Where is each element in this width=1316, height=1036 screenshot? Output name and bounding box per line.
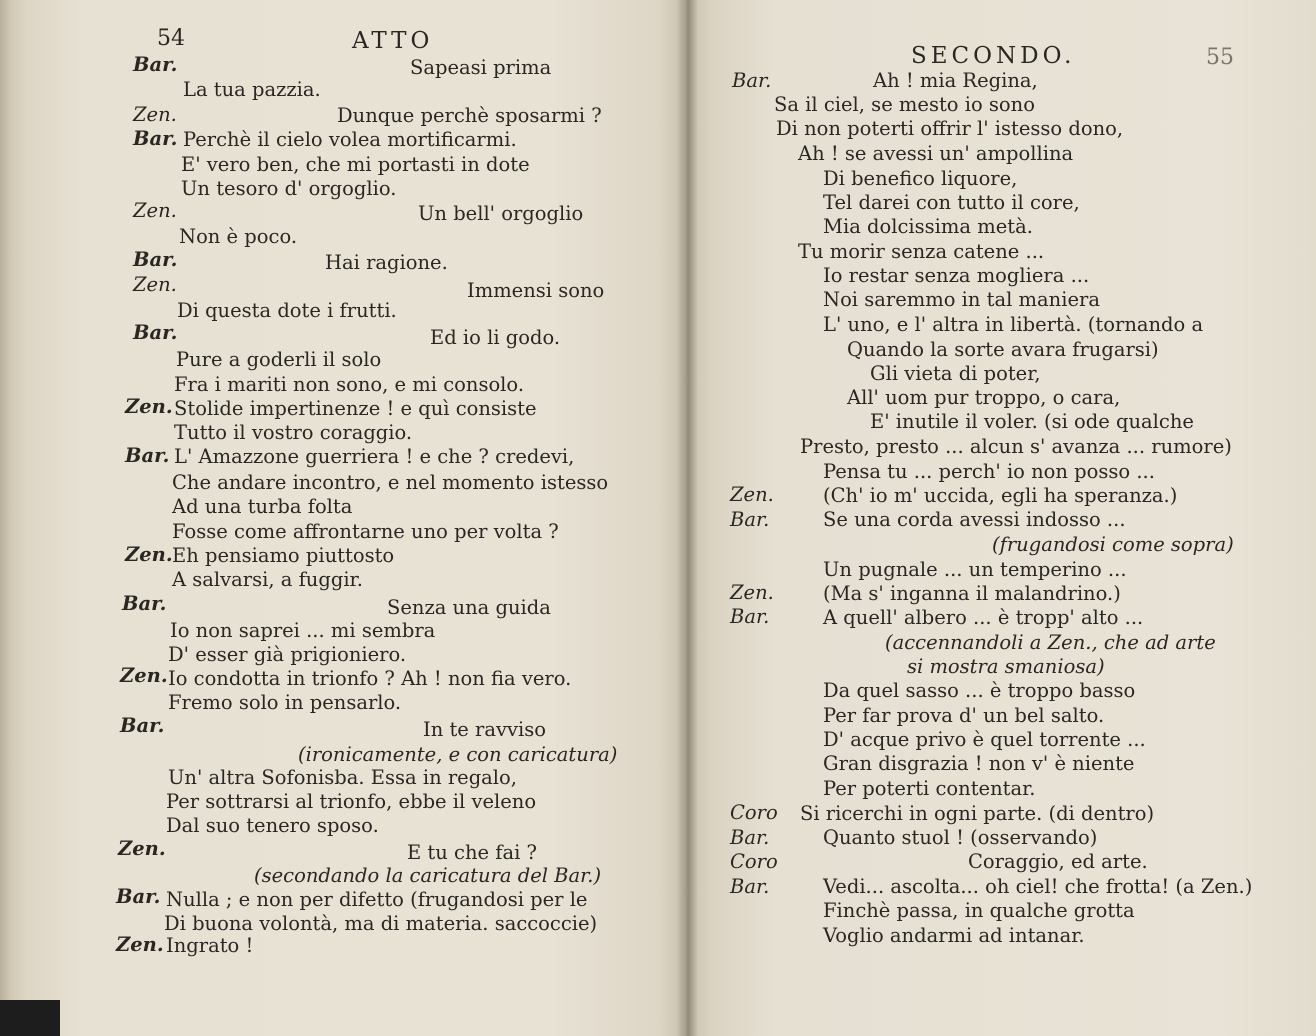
- verse-line: Se una corda avessi indosso ...: [823, 508, 1126, 531]
- speaker-label: Zen.: [730, 581, 774, 604]
- speaker-label: Bar.: [133, 53, 178, 76]
- verse-line: E tu che fai ?: [407, 841, 537, 864]
- verse-line: A quell' albero ... è tropp' alto ...: [823, 606, 1144, 629]
- verse-line: Io non saprei ... mi sembra: [170, 619, 436, 642]
- verse-line: Da quel sasso ... è troppo basso: [823, 679, 1136, 702]
- background-corner: [0, 1000, 60, 1036]
- verse-line: Tutto il vostro coraggio.: [174, 421, 413, 444]
- verse-line: Nulla ; e non per difetto (frugandosi per le: [166, 888, 588, 911]
- verse-line: Immensi sono: [467, 279, 605, 302]
- verse-line: Quanto stuol ! (osservando): [823, 826, 1098, 849]
- verse-line: All' uom pur troppo, o cara,: [847, 386, 1121, 409]
- verse-line: (Ma s' inganna il malandrino.): [823, 582, 1121, 605]
- verse-line: Fremo solo in pensarlo.: [168, 691, 402, 714]
- verse-line: Hai ragione.: [325, 251, 448, 274]
- verse-line: Quando la sorte avara frugarsi): [847, 338, 1159, 361]
- verse-line: Di benefico liquore,: [823, 167, 1018, 190]
- verse-line: Di questa dote i frutti.: [177, 299, 397, 322]
- speaker-label: Bar.: [116, 885, 161, 908]
- speaker-label: Coro: [730, 850, 778, 873]
- verse-line: Che andare incontro, e nel momento istesso: [172, 471, 609, 494]
- speaker-label: Bar.: [133, 321, 178, 344]
- verse-line: D' acque privo è quel torrente ...: [823, 728, 1146, 751]
- page-number-right: 55: [1206, 45, 1234, 70]
- verse-line: Mia dolcissima metà.: [823, 215, 1033, 238]
- speaker-label: Bar.: [730, 605, 770, 628]
- verse-line: Presto, presto ... alcun s' avanza ... rumore): [800, 435, 1232, 458]
- verse-line: E' vero ben, che mi portasti in dote: [181, 153, 530, 176]
- verse-line: Per sottrarsi al trionfo, ebbe il veleno: [166, 790, 537, 813]
- verse-line: D' esser già prigioniero.: [168, 643, 407, 666]
- verse-line: Un tesoro d' orgoglio.: [181, 177, 397, 200]
- speaker-label: Bar.: [133, 248, 178, 271]
- verse-line: Un pugnale ... un temperino ...: [823, 558, 1127, 581]
- speaker-label: Zen.: [133, 103, 177, 126]
- verse-line: Ed io li godo.: [430, 326, 561, 349]
- verse-line: Ah ! se avessi un' ampollina: [798, 142, 1074, 165]
- speaker-label: Bar.: [120, 714, 165, 737]
- verse-line: Dunque perchè sposarmi ?: [337, 104, 602, 127]
- verse-line: E' inutile il voler. (si ode qualche: [870, 410, 1194, 433]
- speaker-label: Bar.: [125, 444, 170, 467]
- verse-line: Stolide impertinenze ! e quì consiste: [174, 397, 537, 420]
- speaker-label: Bar.: [133, 127, 178, 150]
- verse-line: A salvarsi, a fuggir.: [172, 568, 363, 591]
- verse-line: Vedi... ascolta... oh ciel! che frotta! (a Zen.): [823, 875, 1253, 898]
- verse-line: Perchè il cielo volea mortificarmi.: [183, 128, 517, 151]
- page-edge: [0, 0, 40, 1036]
- speaker-label: Zen.: [118, 837, 166, 860]
- right-page: [686, 0, 1316, 1036]
- verse-line: Per poterti contentar.: [823, 777, 1036, 800]
- verse-line: Voglio andarmi ad intanar.: [823, 924, 1085, 947]
- speaker-label: Zen.: [116, 933, 164, 956]
- verse-line: Di buona volontà, ma di materia. saccoccie): [164, 912, 598, 935]
- verse-line: Sapeasi prima: [410, 56, 552, 79]
- stage-direction: (accennandoli a Zen., che ad arte: [885, 631, 1216, 654]
- verse-line: La tua pazzia.: [183, 78, 321, 101]
- speaker-label: Zen.: [125, 543, 173, 566]
- verse-line: Fra i mariti non sono, e mi consolo.: [174, 373, 525, 396]
- verse-line: Noi saremmo in tal maniera: [823, 288, 1100, 311]
- page-number-left: 54: [157, 26, 185, 51]
- book-gutter: [676, 0, 698, 1036]
- verse-line: Ad una turba folta: [172, 495, 353, 518]
- verse-line: Ah ! mia Regina,: [873, 69, 1038, 92]
- running-header-left: ATTO: [352, 28, 434, 54]
- speaker-label: Bar.: [730, 875, 770, 898]
- verse-line: Pensa tu ... perch' io non posso ...: [823, 460, 1155, 483]
- verse-line: Per far prova d' un bel salto.: [823, 704, 1105, 727]
- speaker-label: Coro: [730, 801, 778, 824]
- stage-direction: (frugandosi come sopra): [992, 533, 1234, 556]
- speaker-label: Bar.: [730, 508, 770, 531]
- verse-line: Coraggio, ed arte.: [968, 850, 1148, 873]
- speaker-label: Zen.: [125, 395, 173, 418]
- stage-direction: (secondando la caricatura del Bar.): [254, 864, 602, 887]
- verse-line: Senza una guida: [387, 596, 551, 619]
- verse-line: Pure a goderli il solo: [176, 348, 382, 371]
- verse-line: Finchè passa, in qualche grotta: [823, 899, 1135, 922]
- verse-line: L' uno, e l' altra in libertà. (tornando a: [823, 313, 1204, 336]
- verse-line: Un bell' orgoglio: [418, 202, 584, 225]
- verse-line: Io condotta in trionfo ? Ah ! non fia vero.: [168, 667, 572, 690]
- speaker-label: Zen.: [133, 273, 177, 296]
- verse-line: Non è poco.: [179, 225, 298, 248]
- verse-line: Tu morir senza catene ...: [798, 240, 1045, 263]
- verse-line: Un' altra Sofonisba. Essa in regalo,: [168, 766, 517, 789]
- verse-line: Fosse come affrontarne uno per volta ?: [172, 520, 559, 543]
- verse-line: In te ravviso: [423, 718, 546, 741]
- verse-line: Tel darei con tutto il core,: [823, 191, 1080, 214]
- speaker-label: Bar.: [732, 69, 772, 92]
- verse-line: Ingrato !: [166, 934, 254, 957]
- verse-line: Si ricerchi in ogni parte. (di dentro): [800, 802, 1155, 825]
- verse-line: Dal suo tenero sposo.: [166, 814, 379, 837]
- speaker-label: Bar.: [122, 592, 167, 615]
- verse-line: Io restar senza mogliera ...: [823, 264, 1090, 287]
- verse-line: (Ch' io m' uccida, egli ha speranza.): [823, 484, 1178, 507]
- speaker-label: Zen.: [120, 664, 168, 687]
- verse-line: Gli vieta di poter,: [870, 362, 1041, 385]
- speaker-label: Zen.: [133, 199, 177, 222]
- speaker-label: Zen.: [730, 483, 774, 506]
- stage-direction: (ironicamente, e con caricatura): [298, 743, 618, 766]
- running-header-right: SECONDO.: [911, 43, 1076, 69]
- verse-line: L' Amazzone guerriera ! e che ? credevi,: [174, 445, 575, 468]
- stage-direction: si mostra smaniosa): [907, 655, 1105, 678]
- speaker-label: Bar.: [730, 826, 770, 849]
- verse-line: Gran disgrazia ! non v' è niente: [823, 752, 1135, 775]
- verse-line: Sa il ciel, se mesto io sono: [774, 93, 1035, 116]
- verse-line: Eh pensiamo piuttosto: [172, 544, 395, 567]
- verse-line: Di non poterti offrir l' istesso dono,: [776, 117, 1124, 140]
